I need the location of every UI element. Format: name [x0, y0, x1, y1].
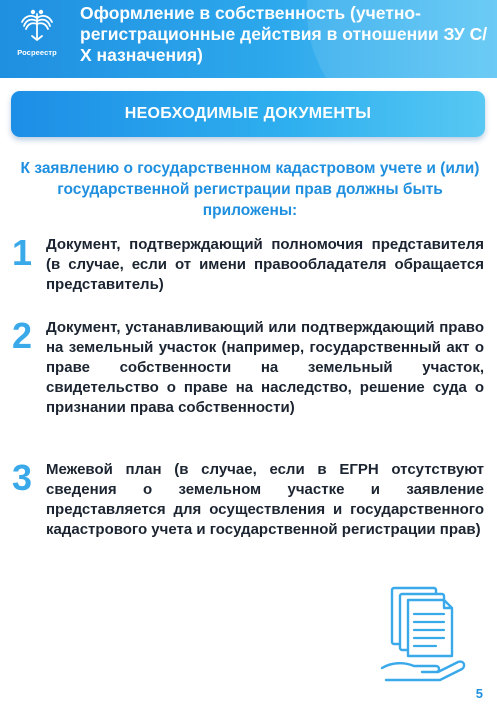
list-item-number: 1 — [12, 232, 33, 273]
page-number: 5 — [475, 686, 483, 701]
logo-label: Росреестр — [17, 48, 57, 57]
section-title: НЕОБХОДИМЫЕ ДОКУМЕНТЫ — [124, 105, 372, 122]
documents-on-hand-icon — [378, 582, 470, 682]
list-item-text: Документ, подтверждающий полномочия представителя (в случае, если от имени правообладателя обращается представитель) — [46, 236, 484, 293]
list-item-text: Документ, устанавливающий или подтверждающий право на земельный участок (например, государственный акт о праве собственности на земельный участок, свидетельство о праве на наследство, решение суда о признании права собственности) — [46, 319, 484, 416]
page-header — [0, 0, 497, 78]
rosreestr-logo — [6, 6, 68, 68]
list-item-number: 3 — [12, 457, 33, 498]
list-item-text: Межевой план (в случае, если в ЕГРН отсутствуют сведения о земельном участке и заявление представляется для осуществления и государственного кадастрового учета и государственной регистрации прав) — [46, 461, 484, 538]
rosreestr-eagle-icon — [17, 6, 57, 46]
list-item-number: 2 — [12, 315, 33, 356]
intro-text: К заявлению о государственном кадастровом учете и (или) государственной регистрации прав должны быть приложены: — [20, 160, 480, 219]
section-banner — [11, 91, 485, 137]
page-title: Оформление в собственность (учетно-регистрационные действия в отношении ЗУ С/Х назначения) — [80, 3, 488, 65]
